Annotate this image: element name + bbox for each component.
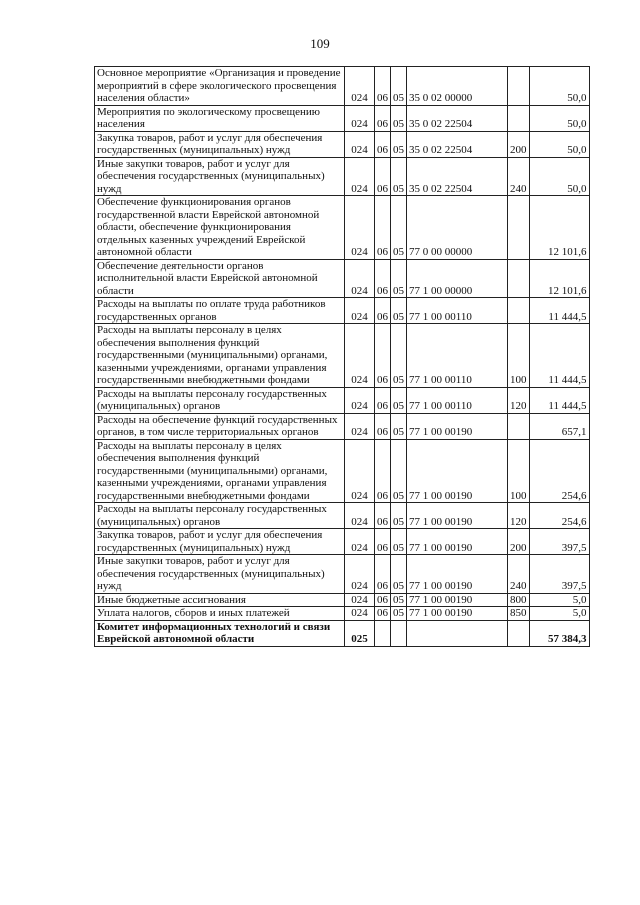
section-code-cell: 06 [375, 413, 391, 439]
subsection-code-cell: 05 [391, 298, 407, 324]
amount-cell: 397,5 [529, 555, 589, 594]
ministry-code-cell: 024 [345, 387, 375, 413]
row-name-cell: Основное мероприятие «Организация и проведение мероприятий в сфере экологического просвещения населения области» [95, 67, 345, 106]
section-code-cell: 06 [375, 503, 391, 529]
amount-cell: 11 444,5 [529, 324, 589, 388]
target-article-cell: 77 1 00 00110 [407, 387, 508, 413]
ministry-code-cell: 024 [345, 196, 375, 260]
section-code-cell: 06 [375, 607, 391, 621]
amount-cell: 254,6 [529, 439, 589, 503]
expense-type-cell: 120 [508, 503, 530, 529]
amount-cell: 57 384,3 [529, 620, 589, 646]
amount-cell: 397,5 [529, 529, 589, 555]
subsection-code-cell: 05 [391, 503, 407, 529]
row-name-cell: Закупка товаров, работ и услуг для обеспечения государственных (муниципальных) нужд [95, 529, 345, 555]
ministry-code-cell: 024 [345, 503, 375, 529]
target-article-cell [407, 620, 508, 646]
expense-type-cell: 120 [508, 387, 530, 413]
section-code-cell: 06 [375, 387, 391, 413]
ministry-code-cell: 024 [345, 298, 375, 324]
ministry-code-cell: 024 [345, 157, 375, 196]
table-row [95, 439, 590, 503]
amount-cell: 11 444,5 [529, 387, 589, 413]
target-article-cell: 35 0 02 22504 [407, 131, 508, 157]
section-code-cell: 06 [375, 324, 391, 388]
ministry-code-cell: 024 [345, 439, 375, 503]
table-row [95, 196, 590, 260]
subsection-code-cell: 05 [391, 413, 407, 439]
expense-type-cell [508, 67, 530, 106]
expense-type-cell [508, 413, 530, 439]
amount-cell: 50,0 [529, 105, 589, 131]
target-article-cell: 35 0 02 22504 [407, 157, 508, 196]
amount-cell: 254,6 [529, 503, 589, 529]
ministry-code-cell: 024 [345, 555, 375, 594]
section-code-cell [375, 620, 391, 646]
section-code-cell: 06 [375, 439, 391, 503]
section-code-cell: 06 [375, 259, 391, 298]
subsection-code-cell: 05 [391, 259, 407, 298]
subsection-code-cell: 05 [391, 387, 407, 413]
table-row [95, 67, 590, 106]
row-name-cell: Уплата налогов, сборов и иных платежей [95, 607, 345, 621]
table-row [95, 131, 590, 157]
target-article-cell: 77 0 00 00000 [407, 196, 508, 260]
expense-type-cell: 800 [508, 593, 530, 607]
expense-type-cell [508, 620, 530, 646]
row-name-cell: Расходы на выплаты персоналу в целях обеспечения выполнения функций государственными (муниципальными) органами, казенными учреждениями, органами управления государственными внебюджетными фондами [95, 439, 345, 503]
target-article-cell: 77 1 00 00000 [407, 259, 508, 298]
target-article-cell: 77 1 00 00190 [407, 503, 508, 529]
budget-table-body [95, 67, 590, 647]
subsection-code-cell [391, 620, 407, 646]
expense-type-cell: 200 [508, 529, 530, 555]
section-code-cell: 06 [375, 593, 391, 607]
amount-cell: 5,0 [529, 607, 589, 621]
table-row [95, 555, 590, 594]
expense-type-cell: 240 [508, 555, 530, 594]
row-name-cell: Комитет информационных технологий и связи Еврейской автономной области [95, 620, 345, 646]
row-name-cell: Иные закупки товаров, работ и услуг для обеспечения государственных (муниципальных) нужд [95, 555, 345, 594]
section-code-cell: 06 [375, 67, 391, 106]
subsection-code-cell: 05 [391, 157, 407, 196]
expense-type-cell [508, 298, 530, 324]
row-name-cell: Расходы на выплаты персоналу в целях обеспечения выполнения функций государственными (муниципальными) органами, казенными учреждениями, органами управления государственными внебюджетными фондами [95, 324, 345, 388]
target-article-cell: 77 1 00 00190 [407, 593, 508, 607]
target-article-cell: 35 0 02 00000 [407, 67, 508, 106]
table-row [95, 105, 590, 131]
ministry-code-cell: 024 [345, 529, 375, 555]
ministry-code-cell: 024 [345, 259, 375, 298]
table-row [95, 503, 590, 529]
expense-type-cell: 100 [508, 324, 530, 388]
subsection-code-cell: 05 [391, 607, 407, 621]
section-code-cell: 06 [375, 529, 391, 555]
subsection-code-cell: 05 [391, 105, 407, 131]
subsection-code-cell: 05 [391, 529, 407, 555]
row-name-cell: Расходы на выплаты персоналу государственных (муниципальных) органов [95, 503, 345, 529]
table-row [95, 387, 590, 413]
target-article-cell: 77 1 00 00190 [407, 529, 508, 555]
ministry-code-cell: 024 [345, 324, 375, 388]
target-article-cell: 77 1 00 00110 [407, 324, 508, 388]
amount-cell: 50,0 [529, 157, 589, 196]
table-row [95, 298, 590, 324]
expense-type-cell: 100 [508, 439, 530, 503]
table-row [95, 607, 590, 621]
page-number: 109 [310, 36, 330, 51]
ministry-code-cell: 024 [345, 131, 375, 157]
row-name-cell: Обеспечение деятельности органов исполнительной власти Еврейской автономной области [95, 259, 345, 298]
expense-type-cell: 850 [508, 607, 530, 621]
amount-cell: 11 444,5 [529, 298, 589, 324]
row-name-cell: Иные закупки товаров, работ и услуг для обеспечения государственных (муниципальных) нужд [95, 157, 345, 196]
row-name-cell: Мероприятия по экологическому просвещению населения [95, 105, 345, 131]
subsection-code-cell: 05 [391, 196, 407, 260]
amount-cell: 12 101,6 [529, 259, 589, 298]
row-name-cell: Расходы на обеспечение функций государственных органов, в том числе территориальных органов [95, 413, 345, 439]
budget-table [94, 66, 590, 647]
table-row [95, 529, 590, 555]
target-article-cell: 77 1 00 00190 [407, 413, 508, 439]
subsection-code-cell: 05 [391, 67, 407, 106]
ministry-code-cell: 024 [345, 105, 375, 131]
table-row [95, 620, 590, 646]
amount-cell: 5,0 [529, 593, 589, 607]
section-code-cell: 06 [375, 298, 391, 324]
table-row [95, 157, 590, 196]
ministry-code-cell: 024 [345, 593, 375, 607]
amount-cell: 657,1 [529, 413, 589, 439]
target-article-cell: 77 1 00 00110 [407, 298, 508, 324]
table-row [95, 259, 590, 298]
row-name-cell: Обеспечение функционирования органов государственной власти Еврейской автономной области, обеспечение функционирования отдельных казенных учреждений Еврейской автономной области [95, 196, 345, 260]
section-code-cell: 06 [375, 131, 391, 157]
subsection-code-cell: 05 [391, 439, 407, 503]
row-name-cell: Закупка товаров, работ и услуг для обеспечения государственных (муниципальных) нужд [95, 131, 345, 157]
ministry-code-cell: 024 [345, 413, 375, 439]
target-article-cell: 77 1 00 00190 [407, 439, 508, 503]
expense-type-cell [508, 105, 530, 131]
table-row [95, 593, 590, 607]
amount-cell: 12 101,6 [529, 196, 589, 260]
subsection-code-cell: 05 [391, 555, 407, 594]
row-name-cell: Иные бюджетные ассигнования [95, 593, 345, 607]
ministry-code-cell: 024 [345, 67, 375, 106]
amount-cell: 50,0 [529, 131, 589, 157]
ministry-code-cell: 024 [345, 607, 375, 621]
expense-type-cell: 200 [508, 131, 530, 157]
section-code-cell: 06 [375, 555, 391, 594]
subsection-code-cell: 05 [391, 131, 407, 157]
section-code-cell: 06 [375, 157, 391, 196]
target-article-cell: 35 0 02 22504 [407, 105, 508, 131]
expense-type-cell: 240 [508, 157, 530, 196]
table-row [95, 324, 590, 388]
section-code-cell: 06 [375, 196, 391, 260]
ministry-code-cell: 025 [345, 620, 375, 646]
expense-type-cell [508, 196, 530, 260]
row-name-cell: Расходы на выплаты персоналу государственных (муниципальных) органов [95, 387, 345, 413]
subsection-code-cell: 05 [391, 593, 407, 607]
table-row [95, 413, 590, 439]
subsection-code-cell: 05 [391, 324, 407, 388]
row-name-cell: Расходы на выплаты по оплате труда работников государственных органов [95, 298, 345, 324]
target-article-cell: 77 1 00 00190 [407, 555, 508, 594]
amount-cell: 50,0 [529, 67, 589, 106]
expense-type-cell [508, 259, 530, 298]
section-code-cell: 06 [375, 105, 391, 131]
target-article-cell: 77 1 00 00190 [407, 607, 508, 621]
